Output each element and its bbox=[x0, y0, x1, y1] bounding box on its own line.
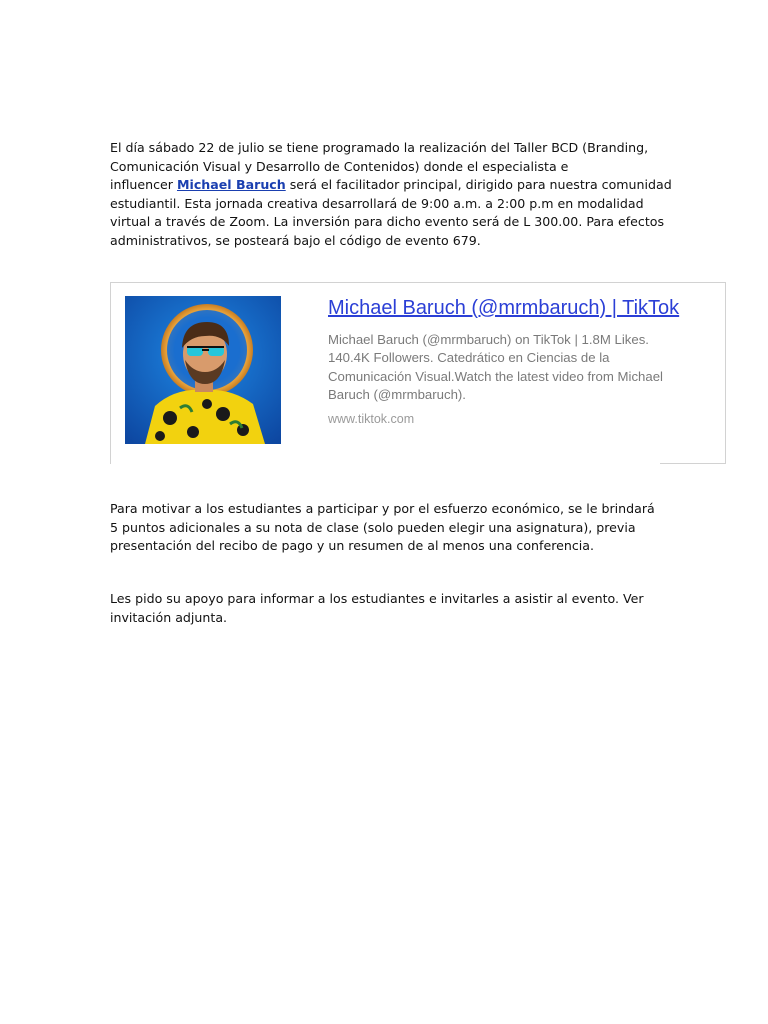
preview-description bbox=[328, 331, 683, 404]
intro-line-2: Comunicación Visual y Desarrollo de Contenidos) donde el especialista e bbox=[110, 158, 569, 174]
request-line-2: invitación adjunta. bbox=[110, 609, 228, 625]
request-line-1: Les pido su apoyo para informar a los estudiantes e invitarles a asistir al evento. Ver bbox=[110, 591, 644, 606]
intro-line-4: estudiantil. Esta jornada creativa desarrollará de 9:00 a.m. a 2:00 p.m en modalidad bbox=[110, 195, 644, 211]
intro-line-1: El día sábado 22 de julio se tiene programado la realización del Taller BCD (Branding, bbox=[110, 140, 649, 155]
intro-line-3-start: influencer bbox=[110, 177, 177, 192]
tiktok-link-preview-card[interactable] bbox=[110, 282, 726, 464]
card-bottom-border bbox=[660, 463, 726, 464]
incentive-line-1: Para motivar a los estudiantes a participar y por el esfuerzo económico, se le brindará bbox=[110, 501, 655, 516]
intro-line-3-end: será el facilitador principal, dirigido para nuestra comunidad bbox=[285, 177, 672, 192]
intro-line-6: administrativos, se posteará bajo el código de evento 679. bbox=[110, 232, 481, 248]
facilitator-link[interactable]: Michael Baruch bbox=[176, 177, 286, 192]
preview-domain: www.tiktok.com bbox=[328, 412, 415, 426]
profile-photo-image bbox=[125, 296, 281, 444]
profile-thumbnail[interactable] bbox=[125, 296, 281, 444]
request-paragraph bbox=[110, 590, 670, 627]
preview-desc-line-3: Comunicación Visual.Watch the latest video from Michael bbox=[328, 368, 663, 384]
incentive-paragraph bbox=[110, 500, 670, 556]
preview-desc-line-1: Michael Baruch (@mrmbaruch) on TikTok | 1.8M Likes. bbox=[328, 332, 649, 347]
incentive-line-2: 5 puntos adicionales a su nota de clase (solo pueden elegir una asignatura), previa bbox=[110, 519, 636, 535]
intro-line-5: virtual a través de Zoom. La inversión para dicho evento será de L 300.00. Para efectos bbox=[110, 214, 665, 229]
intro-paragraph bbox=[110, 139, 670, 250]
preview-desc-line-2: 140.4K Followers. Catedrático en Ciencias de la bbox=[328, 350, 610, 366]
intro-line-3 bbox=[110, 176, 670, 195]
incentive-line-3: presentación del recibo de pago y un resumen de al menos una conferencia. bbox=[110, 538, 594, 553]
preview-desc-line-4: Baruch (@mrmbaruch). bbox=[328, 386, 466, 402]
preview-title-link[interactable]: Michael Baruch (@mrmbaruch) | TikTok bbox=[328, 297, 680, 319]
